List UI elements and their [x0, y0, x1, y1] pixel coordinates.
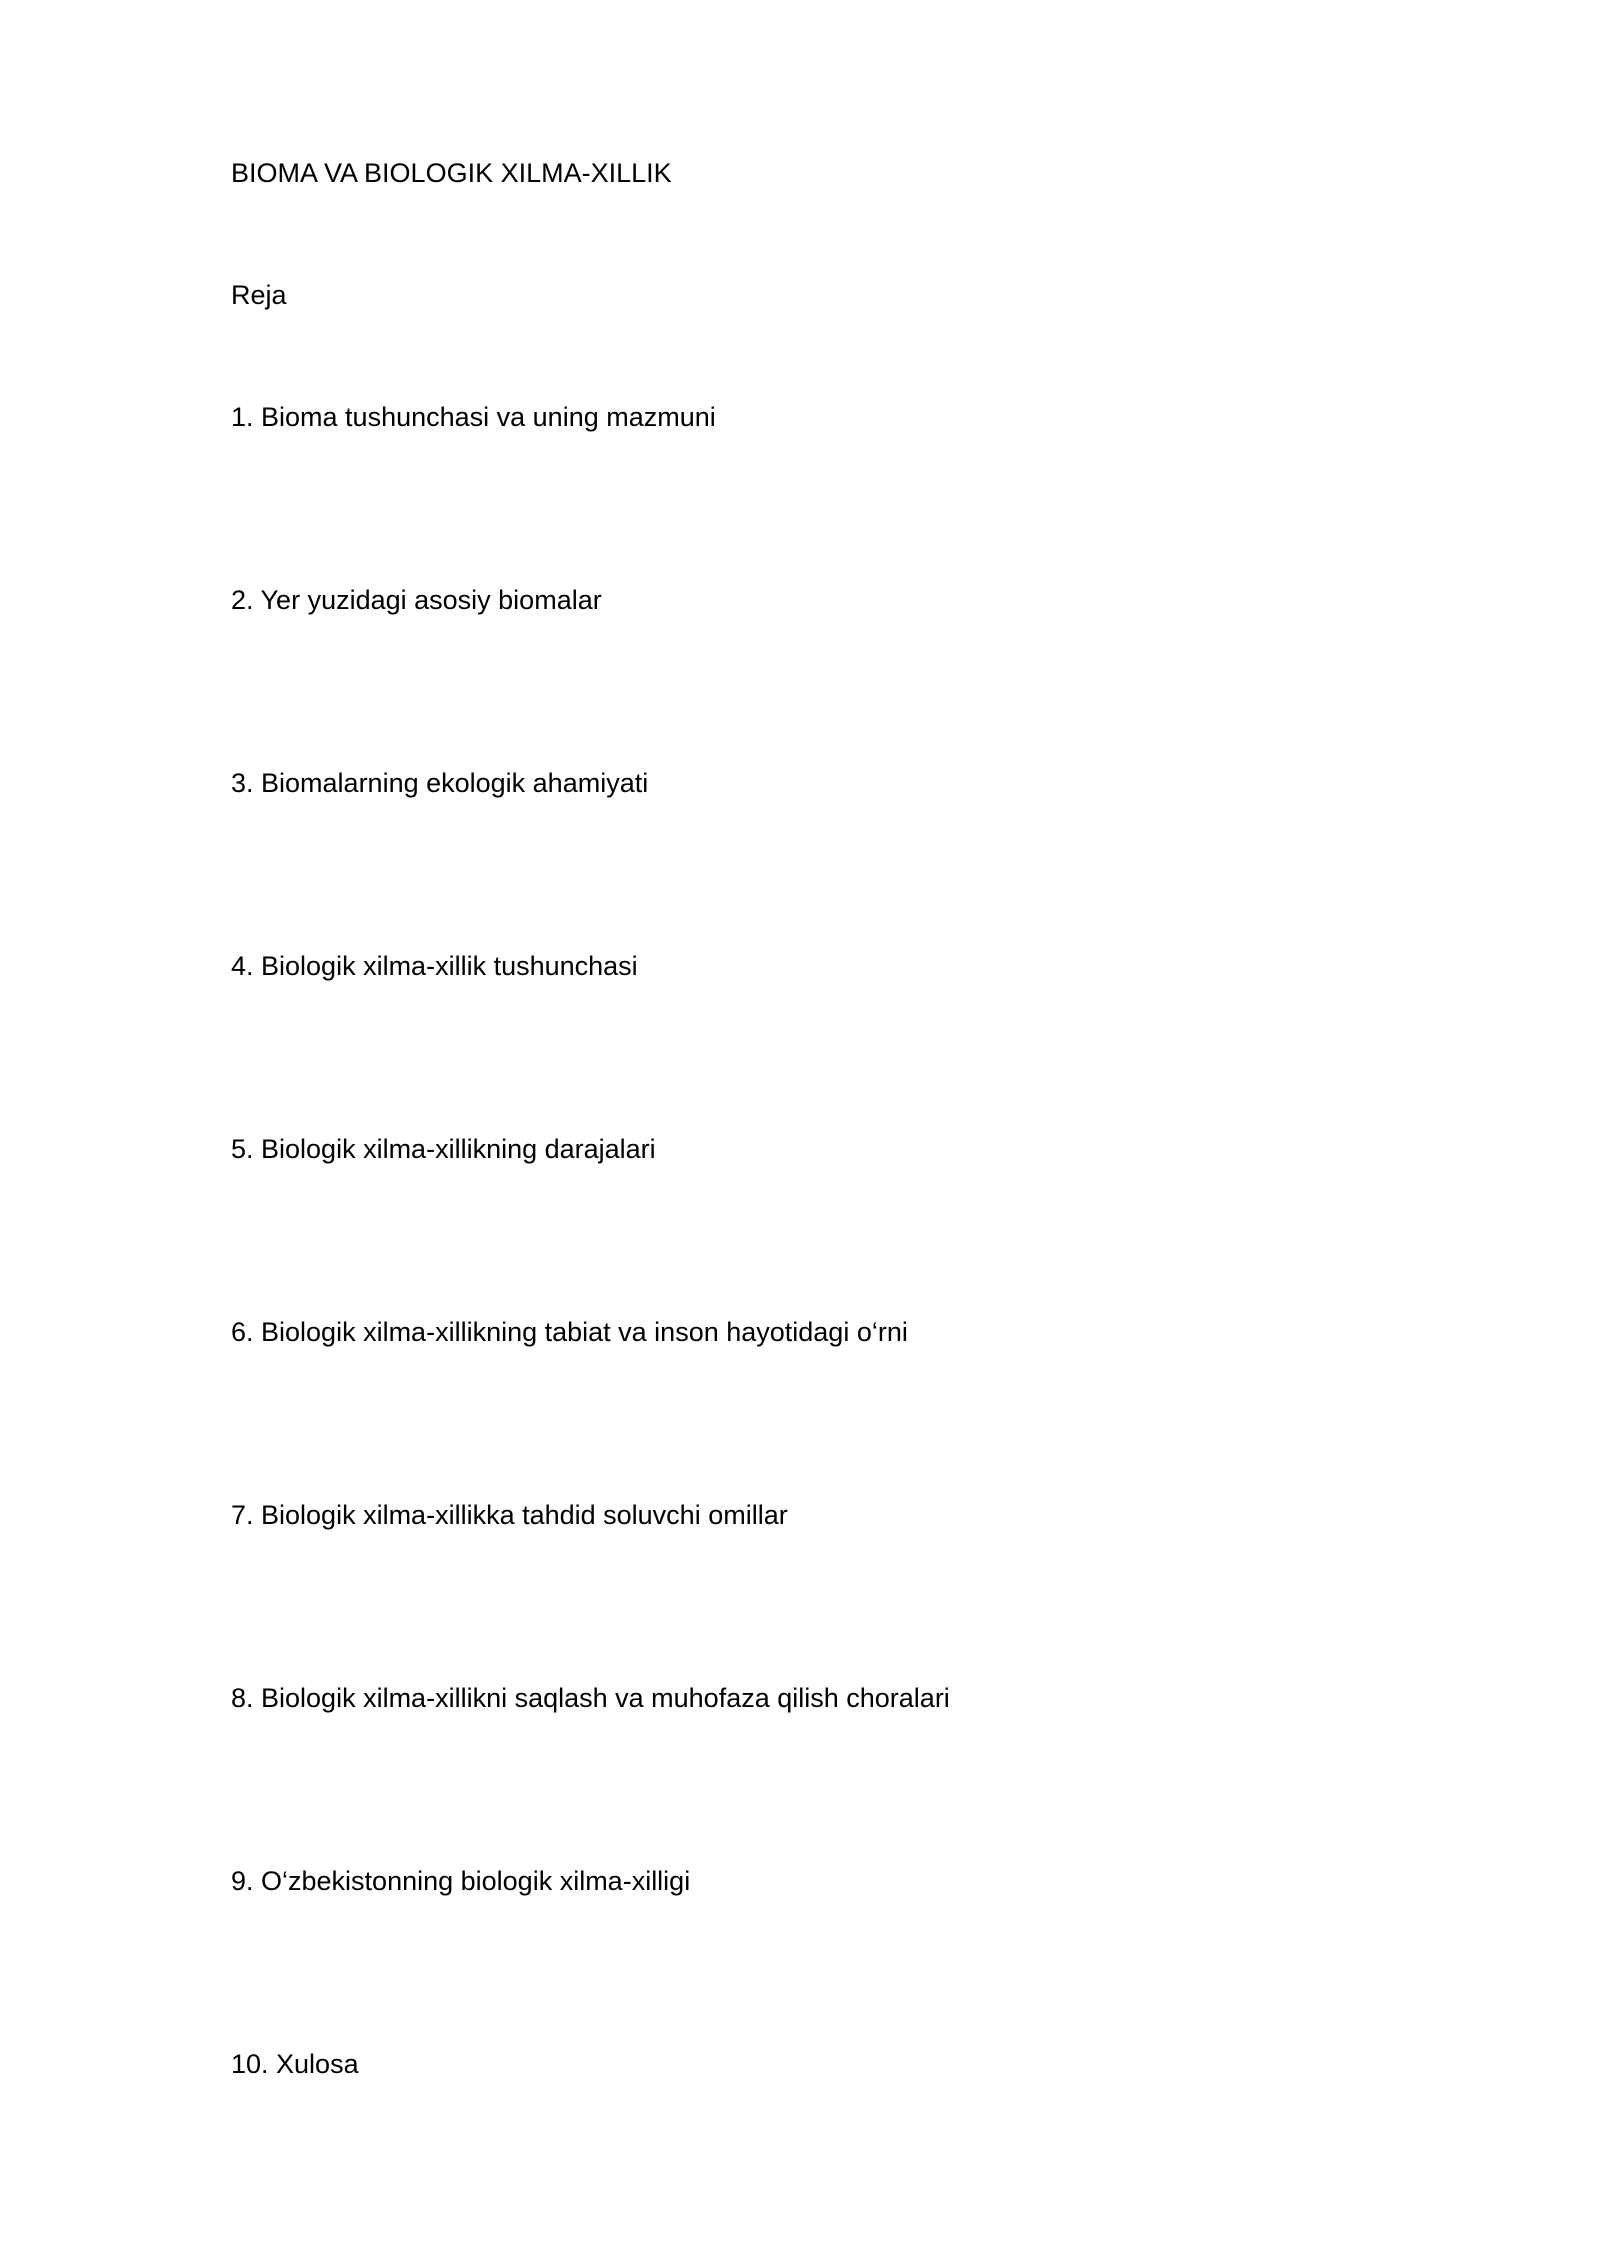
plan-item-9: 9. O‘zbekistonning biologik xilma-xilligi [231, 1866, 691, 1896]
plan-item-1: 1. Bioma tushunchasi va uning mazmuni [231, 402, 716, 432]
document-title: BIOMA VA BIOLOGIK XILMA-XILLIK [231, 158, 672, 188]
plan-item-7: 7. Biologik xilma-xillikka tahdid soluvchi omillar [231, 1500, 788, 1530]
plan-item-2: 2. Yer yuzidagi asosiy biomalar [231, 585, 602, 615]
plan-heading: Reja [231, 280, 287, 310]
plan-item-10: 10. Xulosa [231, 2049, 359, 2079]
plan-item-5: 5. Biologik xilma-xillikning darajalari [231, 1134, 656, 1164]
plan-item-3: 3. Biomalarning ekologik ahamiyati [231, 768, 649, 798]
plan-item-8: 8. Biologik xilma-xillikni saqlash va muhofaza qilish choralari [231, 1683, 950, 1713]
plan-item-4: 4. Biologik xilma-xillik tushunchasi [231, 951, 638, 981]
plan-item-6: 6. Biologik xilma-xillikning tabiat va inson hayotidagi o‘rni [231, 1317, 908, 1347]
